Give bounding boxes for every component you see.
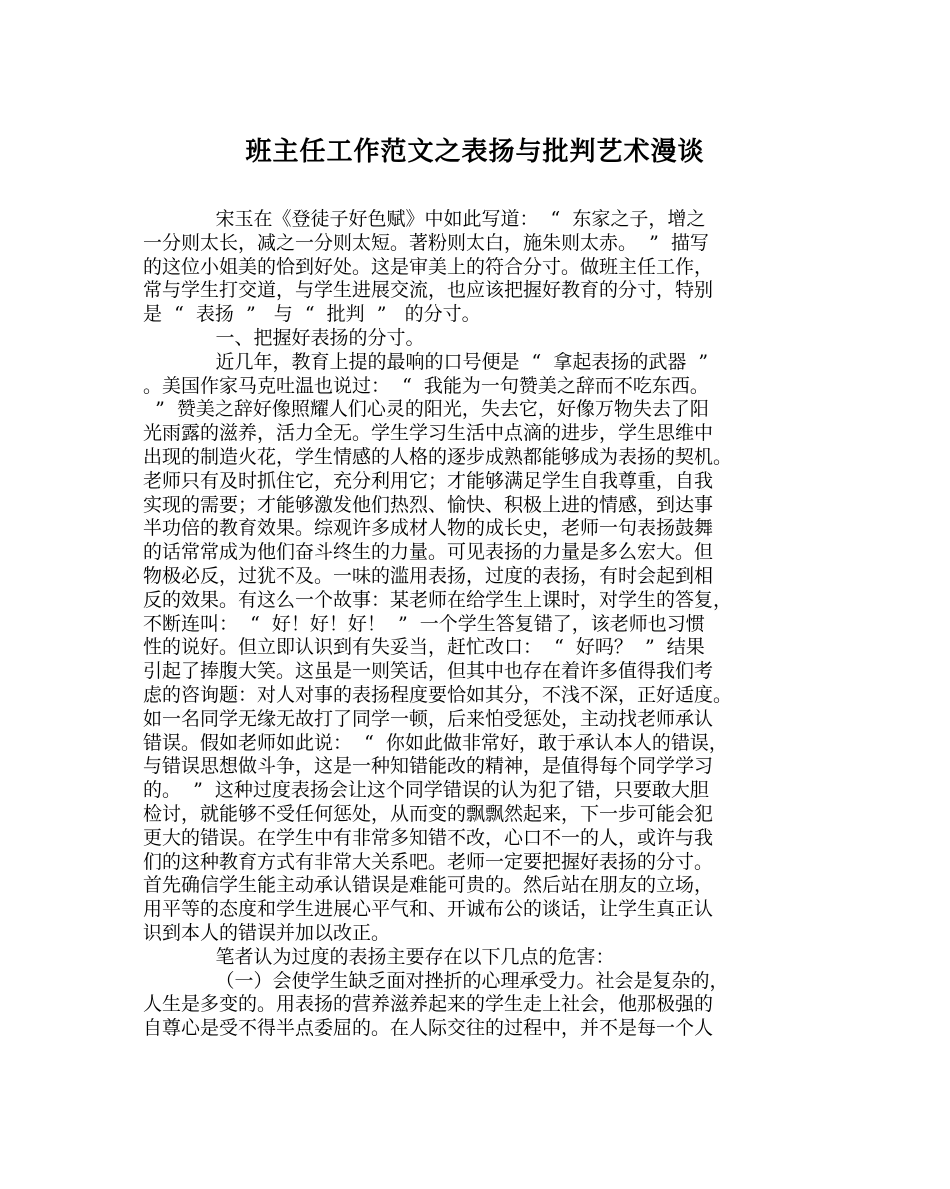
text-line: 光雨露的滋养，活力全无。学生学习生活中点滴的进步，学生思维中 [143,422,714,445]
text-line: 常与学生打交道，与学生进展交流，也应该把握好教育的分寸，特别 [143,279,714,302]
text-line: 人生是多变的。用表扬的营养滋养起来的学生走上社会，他那极强的 [143,993,714,1016]
text-line: 实现的需要；才能够激发他们热烈、愉快、积极上进的情感，到达事 [143,493,714,516]
text-line: 性的说好。但立即认识到有失妥当，赶忙改口： “ 好吗？ ” 结果 [143,636,705,659]
text-line: 检讨，就能够不受任何惩处，从而变的飘飘然起来，下一步可能会犯 [143,802,714,825]
text-line: 自尊心是受不得半点委屈的。在人际交往的过程中，并不是每一个人 [143,1017,714,1040]
text-line: 。美国作家马克吐温也说过： “ 我能为一句赞美之辞而不吃东西。 [143,374,709,397]
text-line: （一）会使学生缺乏面对挫折的心理承受力。社会是复杂的， [143,969,729,992]
text-line: 错误。假如老师如此说： “ 你如此做非常好，敢于承认本人的错误， [143,731,728,754]
text-line: 与错误思想做斗争，这是一种知错能改的精神，是值得每个同学学习 [143,755,714,778]
text-line: 的话常常成为他们奋斗终生的力量。可见表扬的力量是多么宏大。但 [143,541,714,564]
text-line: 老师只有及时抓住它，充分利用它；才能够满足学生自我尊重，自我 [143,469,714,492]
text-line: 反的效果。有这么一个故事：某老师在给学生上课时，对学生的答复， [143,588,733,611]
text-line: 的。 ” 这种过度表扬会让这个同学错误的认为犯了错，只要敢大胆 [143,779,709,802]
text-line: 首先确信学生能主动承认错误是难能可贵的。然后站在朋友的立场， [143,874,714,897]
text-line: 是 “ 表扬 ” 与 “ 批判 ” 的分寸。 [143,303,481,326]
text-line: 出现的制造火花，学生情感的人格的逐步成熟都能够成为表扬的契机。 [143,445,733,468]
text-line: ” 赞美之辞好像照耀人们心灵的阳光，失去它，好像万物失去了阳 [143,398,709,421]
text-line: 虑的咨询题：对人对事的表扬程度要恰如其分，不浅不深，正好适度。 [143,683,733,706]
text-line: 用平等的态度和学生进展心平气和、开诚布公的谈话，让学生真正认 [143,898,714,921]
text-line: 识到本人的错误并加以改正。 [143,921,391,944]
text-line: 不断连叫： “ 好！好！好！ ” 一个学生答复错了，该老师也习惯 [143,612,705,635]
text-line: 更大的错误。在学生中有非常多知错不改，心口不一的人，或许与我 [143,826,714,849]
text-line: 近几年，教育上提的最响的口号便是 “ 拿起表扬的武器 ” [143,350,709,373]
text-line: 半功倍的教育效果。综观许多成材人物的成长史，老师一句表扬鼓舞 [143,517,714,540]
text-line: 引起了捧腹大笑。这虽是一则笑话，但其中也存在着许多值得我们考 [143,660,714,683]
text-line: 们的这种教育方式有非常大关系吧。老师一定要把握好表扬的分寸。 [143,850,714,873]
document-body [143,208,826,1041]
text-line: 宋玉在《登徒子好色赋》中如此写道： “ 东家之子，增之 [143,208,706,230]
text-line: 如一名同学无缘无故打了同学一顿，后来怕受惩处，主动找老师承认 [143,707,714,730]
text-line: 的这位小姐美的恰到好处。这是审美上的符合分寸。做班主任工作， [143,255,714,278]
text-line: 一分则太长，减之一分则太短。著粉则太白，施朱则太赤。 ” 描写 [143,231,709,254]
text-line: 笔者认为过度的表扬主要存在以下几点的危害： [143,945,615,968]
document-title: 班主任工作范文之表扬与批判艺术漫谈 [245,137,705,167]
text-line: 物极必反，过犹不及。一味的滥用表扬，过度的表扬，有时会起到相 [143,564,714,587]
text-line: 一、把握好表扬的分寸。 [143,326,425,349]
